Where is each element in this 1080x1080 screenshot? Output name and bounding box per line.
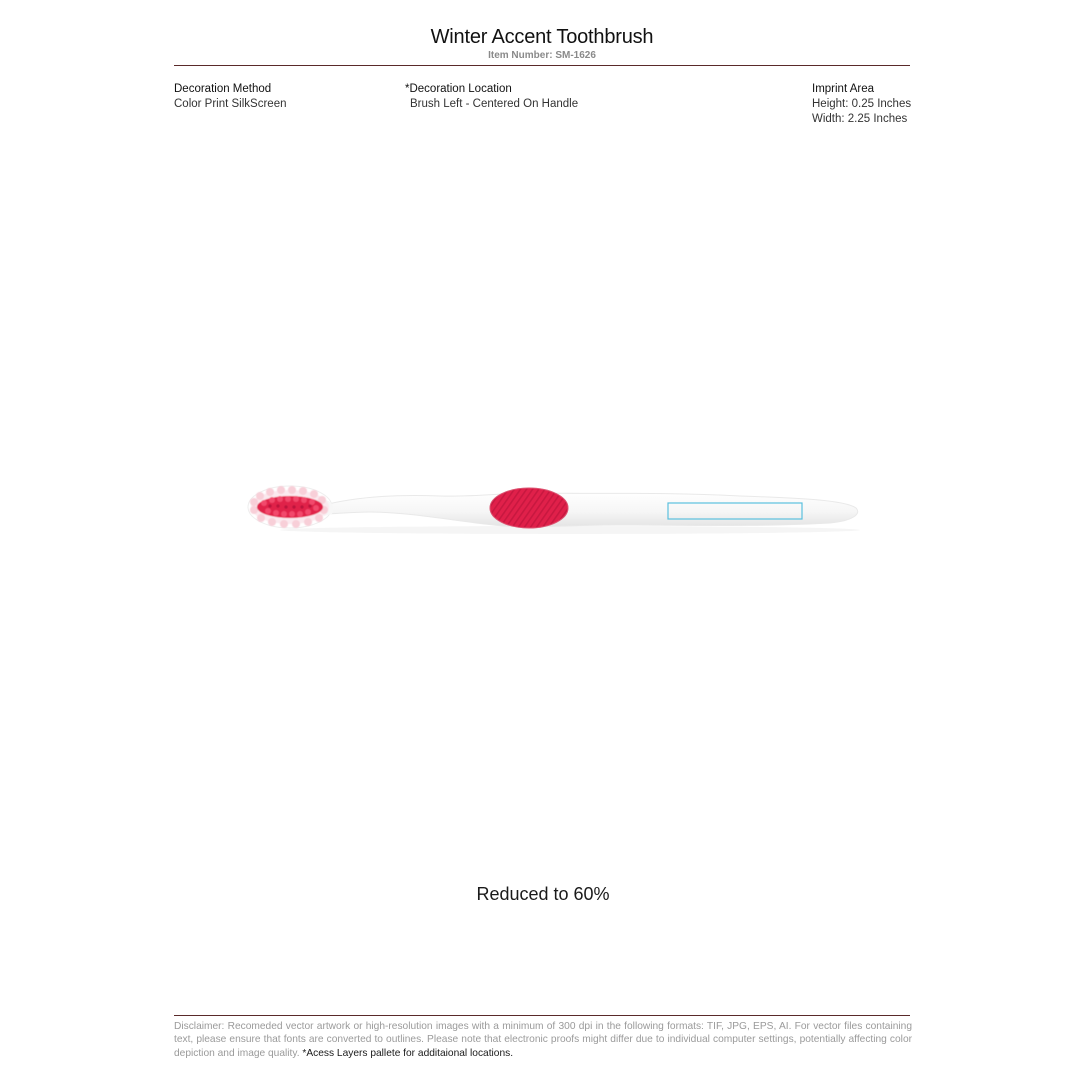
toothbrush-image [240,470,870,550]
decoration-location-value: Brush Left - Centered On Handle [410,98,579,110]
bottom-divider [174,1015,910,1016]
decoration-location-block [405,82,578,112]
imprint-area-label: Imprint Area [812,83,874,95]
top-divider [174,65,910,66]
header [174,24,910,62]
product-title: Winter Accent Toothbrush [430,26,654,48]
imprint-area-block [812,82,911,127]
imprint-width: Width: 2.25 Inches [812,113,908,125]
disclaimer [174,1020,912,1060]
decoration-method-value: Color Print SilkScreen [174,98,287,110]
decoration-method-block [174,82,286,112]
item-number: Item Number: SM-1626 [488,50,596,61]
toothbrush-svg [240,470,870,550]
decoration-location-label: *Decoration Location [405,83,512,95]
disclaimer-text: Disclaimer: Recomeded vector artwork or high-resolution images with a minimum of 300 dpi in the following formats: TIF, JPG, EPS, AI. For vector files containing text, please ensure that fonts are converted to outlines. Please note that electronic proofs might differ due to individual computer settings, potentially affecting color depiction and image quality. [174,1021,912,1059]
scale-note: Reduced to 60% [476,884,610,904]
access-layers-note: *Acess Layers pallete for additaional locations. [302,1047,514,1059]
imprint-height: Height: 0.25 Inches [812,98,912,110]
decoration-method-label: Decoration Method [174,83,272,95]
toothbrush-handle [320,493,858,527]
